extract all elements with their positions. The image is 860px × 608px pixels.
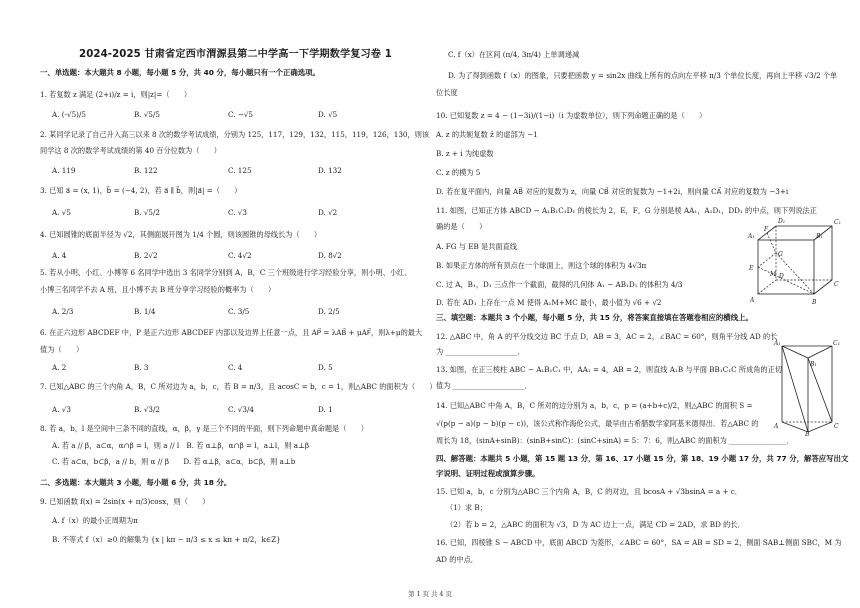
right-section-heading: 四、解答题：本题共 5 小题，第 15 题 13 分，第 16、17 小题 15 分，第 18、19 小题 17 分，共 77 分，解答应写出文 xyxy=(436,454,849,463)
cube-inner-lines xyxy=(758,233,814,294)
left-option-text: D. 132 xyxy=(318,166,342,175)
label-C: C xyxy=(834,281,839,288)
right-question-text: 10. 已知复数 z = 4 − (1−3i)/(1−i)（i 为虚数单位），则下列命题正确的是（ ） xyxy=(436,111,707,120)
prism-label-A1: A₁ xyxy=(774,340,781,347)
right-question-text: 12. △ABC 中，角 A 的平分线交边 BC 于点 D，AB = 3，AC = 2，∠BAC = 60°，则角平分线 AD 的长 xyxy=(436,332,778,341)
left-question-text: 4. 已知圆锥的底面半径为 √2，其侧面展开图为 1/4 个圆，则该圆锥的母线长为（ ） xyxy=(40,230,322,239)
right-question-text: 13. 如图，在正三棱柱 ABC − A₁B₁C₁ 中，AA₁ = 4，AB = 2，则直线 A₁B 与平面 BB₁C₁C 所成角的正切 xyxy=(436,365,782,374)
left-option-text: D. 5 xyxy=(318,363,333,372)
left-option-text: C. 若 a⊂α，b⊂β，a // b，则 α // β D. 若 α⊥β，a⊂α，b⊂β，则 a⊥b xyxy=(52,457,296,466)
cube-hidden-connector xyxy=(758,280,776,294)
right-option-text: B. 如果正方体的所有顶点在一个球面上，则这个球的体积为 4√3π xyxy=(436,261,647,270)
left-question-text: 1. 若复数 z 满足 (2+i)/z = i，则|z|=（ ） xyxy=(40,90,192,99)
left-question-text: 3. 已知 a⃗ = (x, 1)，b⃗ = (−4, 2)，若 a⃗ ∥ b⃗，则|a⃗| =（ ） xyxy=(40,186,242,195)
prism-figure xyxy=(772,336,844,436)
label-E: E xyxy=(749,265,754,272)
prism-label-A: A xyxy=(774,423,779,430)
left-question-text: 5. 若从小明、小红、小博等 6 名同学中选出 3 名同学分别到 A，B，C 三个班级进行学习经验分享，则小明、小红、 xyxy=(40,268,412,277)
left-option-text: C. 4√2 xyxy=(228,251,252,260)
left-question-text: 7. 已知△ABC 的三个内角 A，B，C 所对边为 a，b，c，若 B = π/3，且 acosC = b，c = 1，则△ABC 的面积为（ ） xyxy=(40,382,437,391)
right-question-text: 确的是（ ） xyxy=(436,222,487,231)
cube-front-face xyxy=(758,240,814,294)
right-question-text: 14. 已知△ABC 中角 A，B，C 所对的边分别为 a，b，c，p = (a+b+c)/2，则△ABC 的面积 S = xyxy=(436,401,753,410)
right-question-text: AD 的中点． xyxy=(436,555,478,564)
left-option-text: B. 1/4 xyxy=(134,307,156,316)
left-option-text: C. −√5 xyxy=(228,110,253,119)
right-option-text: C. f（x）在区间 (π/4, 3π/4) 上单调递减 xyxy=(448,50,580,59)
right-option-text: C. 过 A，B₁，D₁ 三点作一个截面，截得的几何体 A₁ − AB₁D₁ 的体积为 4/3 xyxy=(436,280,683,289)
left-option-text: A. (-√5)/5 xyxy=(52,110,86,119)
right-section-heading: 字说明、证明过程或演算步骤。 xyxy=(436,469,540,478)
label-B: B xyxy=(812,299,817,306)
left-option-text: B. 2√2 xyxy=(134,251,158,260)
right-question-text: 11. 如图，已知正方体 ABCD − A₁B₁C₁D₁ 的棱长为 2，E，F，G 分别是棱 AA₁，A₁D₁，DD₁ 的中点，则下列说法正 xyxy=(436,206,817,215)
left-option-text: B. √5/2 xyxy=(134,208,160,217)
left-option-text: C. √3/4 xyxy=(228,405,254,414)
right-question-text: 为 ____________________． xyxy=(436,347,525,356)
left-option-text: A. f（x）的最小正周期为π xyxy=(52,516,138,525)
left-option-text: D. 1 xyxy=(318,405,333,414)
label-A: A xyxy=(750,297,755,304)
left-question-text: 9. 已知函数 f(x) = 2sin(x + π/3)cosx，则（ ） xyxy=(40,497,210,506)
label-F: F xyxy=(764,226,769,233)
cube-figure xyxy=(746,216,846,308)
left-option-text: A. √5 xyxy=(52,208,71,217)
left-option-text: C. 4 xyxy=(228,363,243,372)
left-question-text: 值为（ ） xyxy=(40,345,84,354)
right-option-text: C. z 的模为 5 xyxy=(436,168,481,177)
left-option-text: B. 不等式 f（x）≥0 的解集为 {x | kπ − π/3 ≤ x ≤ kπ + π/2，k∈Z} xyxy=(52,535,281,544)
right-option-text: A. FG 与 EB 是共面直线 xyxy=(436,242,517,251)
right-option-text: 位长度 xyxy=(436,88,458,97)
left-option-text: B. 3 xyxy=(134,363,149,372)
left-option-text: D. 8√2 xyxy=(318,251,342,260)
right-question-text: 16. 已知，四棱锥 S − ABCD 中，底面 ABCD 为菱形，∠ABC = 60°，SA = AB = SD = 2，侧面 SAB⊥侧面 SBC，M 为 xyxy=(436,538,842,547)
left-question-text: 6. 在正六边形 ABCDEF 中，P 是正六边形 ABCDEF 内部以及边界上任意一点，且 AP⃗ = λAB⃗ + μAF⃗，则λ+μ的最大 xyxy=(40,328,423,337)
page-footer: 第 1 页 共 4 页 xyxy=(408,590,452,598)
right-option-text: A. z 的共轭复数 z̄ 的虚部为 −1 xyxy=(436,130,538,139)
right-question-text: √(p(p − a)(p − b)(p − c))，该公式称作海伦公式，最早由古希腊数学家阿基米德得出．若△ABC 的 xyxy=(436,419,759,428)
right-option-text: D. 若在 AD₁ 上存在一点 M 使得 A₁M+MC 最小，最小值为 √6 + √2 xyxy=(436,298,662,307)
left-option-text: A. 2 xyxy=(52,363,67,372)
right-option-text: D. 若在复平面内，向量 AB⃗ 对应的复数为 z，向量 CB⃗ 对应的复数为 −1+2i，则向量 CA⃗ 对应的复数为 −3+i xyxy=(436,187,789,196)
prism-visible-edges xyxy=(782,346,832,432)
label-D: D xyxy=(779,273,784,280)
right-question-text: 15. 已知 a，b，c 分别为△ABC 三个内角 A，B，C 的对边，且 bcosA + √3bsinA = a + c． xyxy=(436,487,742,496)
prism-label-B: B xyxy=(805,431,810,436)
label-G: G xyxy=(778,251,783,258)
right-option-text: （1）求 B； xyxy=(446,503,487,512)
left-section-heading: 二、多选题：本大题共 3 小题，每小题 6 分，共 18 分。 xyxy=(40,478,232,487)
right-option-text: （2）若 b = 2，△ABC 的面积为 √3，D 为 AC 边上一点，满足 CD = 2AD，求 BD 的长． xyxy=(446,520,745,529)
left-option-text: B. √5/5 xyxy=(134,110,160,119)
left-option-text: A. √3 xyxy=(52,405,71,414)
left-question-text: 同学这 8 次的数学考试成绩的第 40 百分位数为（ ） xyxy=(40,146,221,155)
right-question-text: 周长为 18，(sinA+sinB)：(sinB+sinC)：(sinC+sinA) = 5：7：6，则△ABC 的面积为 ________________． xyxy=(436,436,794,445)
label-M: M xyxy=(770,271,777,278)
right-option-text: B. z + i 为纯虚数 xyxy=(436,149,494,158)
left-question-text: 2. 某同学记录了自己升入高三以来 8 次的数学考试成绩，分别为 125，117，129，132，115，119，126，130，则该 xyxy=(40,130,430,139)
label-B1: B₁ xyxy=(816,233,823,240)
prism-label-C1: C₁ xyxy=(833,340,840,347)
left-question-text: 小博三名同学不去 A 班，且小博不去 B 班分享学习经验的概率为（ ） xyxy=(40,285,276,294)
right-option-text: D. 为了得到函数 f（x）的图象，只要把函数 y = sin2x 曲线上所有的点向左平移 π/3 个单位长度，再向上平移 √3/2 个单 xyxy=(448,71,838,80)
left-option-text: B. 122 xyxy=(134,166,158,175)
left-option-text: D. √5 xyxy=(318,110,338,119)
left-option-text: D. √2 xyxy=(318,208,338,217)
left-option-text: C. 3/5 xyxy=(228,307,250,316)
section-heading-single-choice: 一、单选题：本大题共 8 小题，每小题 5 分，共 40 分，每小题只有一个正确选项。 xyxy=(40,68,320,77)
prism-label-B1: B₁ xyxy=(810,361,817,368)
cube-back-top-edges xyxy=(776,226,832,280)
page-title: 2024-2025 甘肃省定西市渭源县第二中学高一下学期数学复习卷 1 xyxy=(79,49,392,60)
left-option-text: A. 若 a // β，a⊂α，α∩β = l，则 a // l B. 若 α⊥β，α∩β = l，a⊥l，则 a⊥β xyxy=(52,441,309,450)
left-option-text: B. √3/2 xyxy=(134,405,160,414)
right-question-text: 值为 ____________________． xyxy=(436,381,532,390)
label-A1: A₁ xyxy=(748,233,755,240)
prism-label-C: C xyxy=(834,423,839,430)
left-option-text: A. 2/3 xyxy=(52,307,74,316)
left-option-text: C. √3 xyxy=(228,208,247,217)
cube-hidden-edges xyxy=(776,226,832,280)
left-option-text: C. 125 xyxy=(228,166,252,175)
right-section-heading: 三、填空题：本题共 3 个小题，每小题 5 分，共 15 分，将答案直接填在答题卷相应的横线上。 xyxy=(436,313,753,322)
prism-diagonals xyxy=(782,346,832,432)
left-question-text: 8. 若 a，b，l 是空间中三条不同的直线，α，β，γ 是三个不同的平面，则下列命题中真命题是（ ） xyxy=(40,424,368,433)
label-C1: C₁ xyxy=(834,219,841,226)
left-option-text: D. 2/5 xyxy=(318,307,340,316)
label-D1: D₁ xyxy=(778,218,786,225)
left-option-text: A. 4 xyxy=(52,251,67,260)
left-option-text: A. 119 xyxy=(52,166,76,175)
prism-top-triangle xyxy=(782,346,832,358)
